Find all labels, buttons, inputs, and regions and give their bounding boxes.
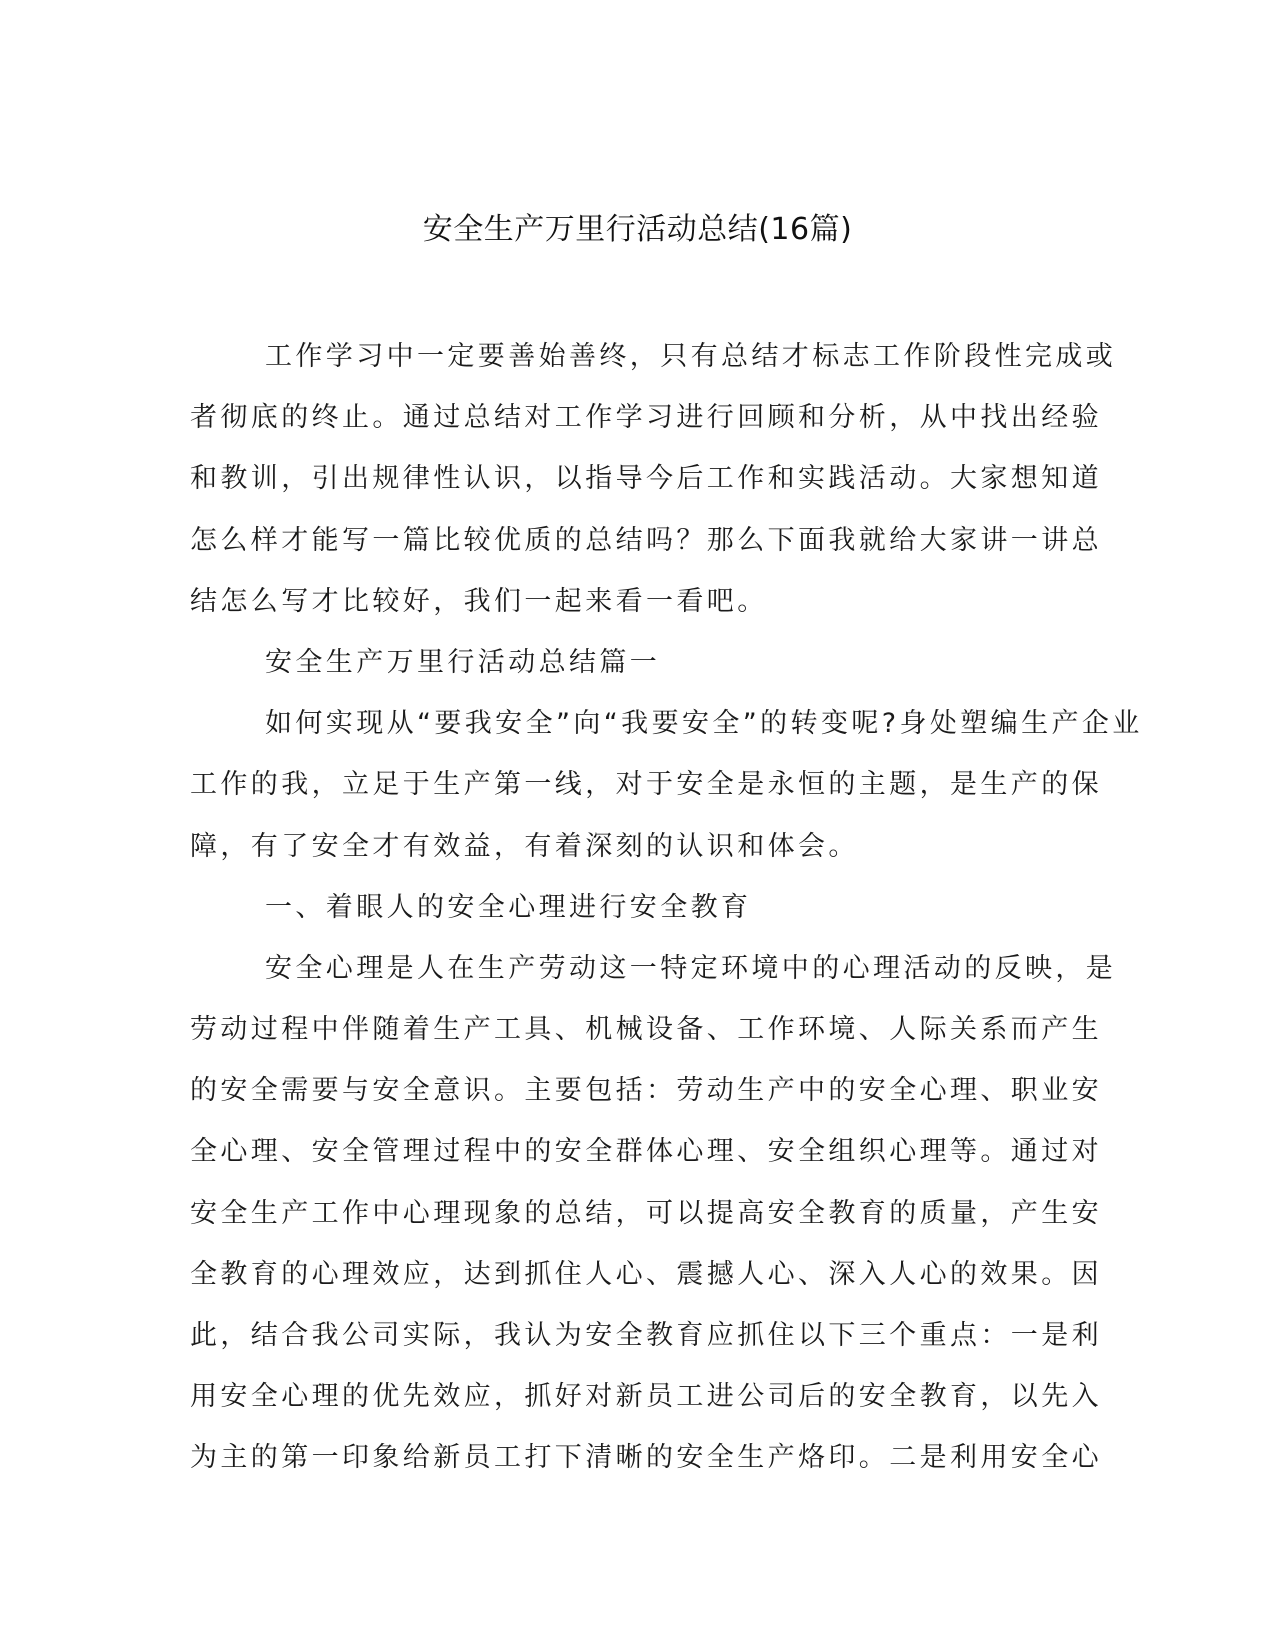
text-line: 全教育的心理效应，达到抓住人心、震撼人心、深入人心的效果。因 [190, 1258, 1102, 1290]
text-line: 安全心理是人在生产劳动这一特定环境中的心理活动的反映，是 [265, 952, 1117, 984]
text-line: 的安全需要与安全意识。主要包括：劳动生产中的安全心理、职业安 [190, 1075, 1102, 1107]
text-line: 工作的我，立足于生产第一线，对于安全是永恒的主题，是生产的保 [190, 769, 1102, 801]
text-line: 结怎么写才比较好，我们一起来看一看吧。 [190, 585, 768, 617]
text-line: 用安全心理的优先效应，抓好对新员工进公司后的安全教育，以先入 [190, 1381, 1102, 1413]
text-line: 安全生产工作中心理现象的总结，可以提高安全教育的质量，产生安 [190, 1197, 1102, 1229]
text-line: 全心理、安全管理过程中的安全群体心理、安全组织心理等。通过对 [190, 1136, 1102, 1168]
document-body [190, 326, 1143, 1489]
text-line: 劳动过程中伴随着生产工具、机械设备、工作环境、人际关系而产生 [190, 1014, 1102, 1046]
text-line: 为主的第一印象给新员工打下清晰的安全生产烙印。二是利用安全心 [190, 1442, 1102, 1474]
section-heading: 安全生产万里行活动总结篇一 [265, 646, 661, 678]
text-line: 工作学习中一定要善始善终，只有总结才标志工作阶段性完成或 [265, 341, 1117, 372]
text-line: 如何实现从“要我安全”向“我要安全”的转变呢?身处塑编生产企业 [265, 708, 1143, 740]
document-title: 安全生产万里行活动总结(16篇) [422, 212, 853, 247]
text-line: 者彻底的终止。通过总结对工作学习进行回顾和分析，从中找出经验 [190, 402, 1102, 434]
text-line: 障，有了安全才有效益，有着深刻的认识和体会。 [190, 830, 859, 862]
text-line: 此，结合我公司实际，我认为安全教育应抓住以下三个重点：一是利 [190, 1320, 1102, 1351]
text-line: 和教训，引出规律性认识，以指导今后工作和实践活动。大家想知道 [190, 463, 1102, 495]
text-line: 怎么样才能写一篇比较优质的总结吗？那么下面我就给大家讲一讲总 [190, 524, 1102, 556]
subsection-heading: 一、着眼人的安全心理进行安全教育 [265, 891, 752, 923]
